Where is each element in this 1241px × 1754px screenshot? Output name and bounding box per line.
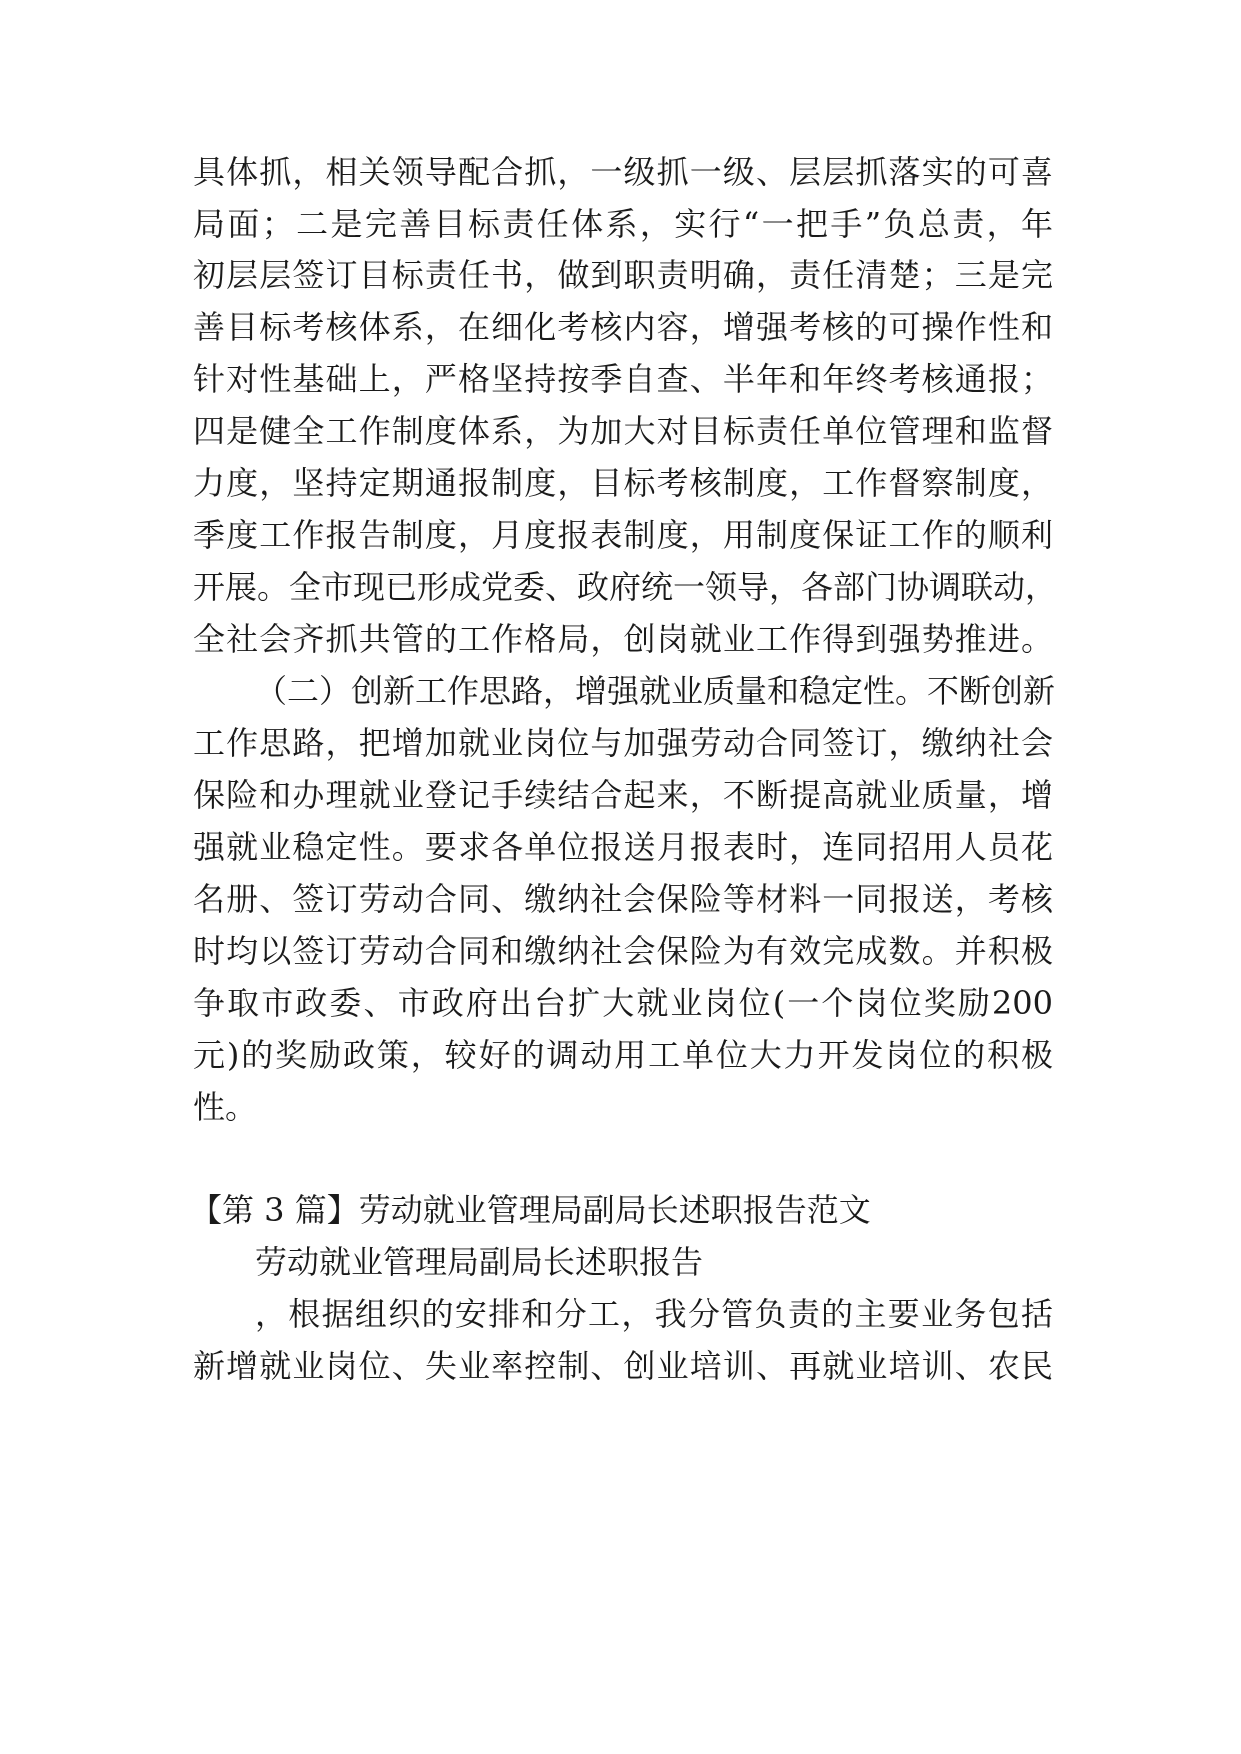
paragraph-1-line-9: 开展。全市现已形成党委、政府统一领导，各部门协调联动， — [193, 568, 1058, 606]
paragraph-1-line-1: 具体抓，相关领导配合抓，一级抓一级、层层抓落实的可喜 — [193, 153, 1053, 191]
paragraph-2-line-3: 保险和办理就业登记手续结合起来，不断提高就业质量，增 — [193, 776, 1053, 814]
paragraph-2-line-5: 名册、签订劳动合同、缴纳社会保险等材料一同报送，考核 — [193, 880, 1053, 918]
paragraph-2-line-2: 工作思路，把增加就业岗位与加强劳动合同签订，缴纳社会 — [193, 724, 1053, 762]
paragraph-3-line-2: 新增就业岗位、失业率控制、创业培训、再就业培训、农民 — [193, 1347, 1053, 1385]
paragraph-2-line-1: （二）创新工作思路，增强就业质量和稳定性。不断创新 — [255, 672, 1056, 710]
paragraph-1-line-10: 全社会齐抓共管的工作格局，创岗就业工作得到强势推进。 — [193, 620, 1053, 658]
section-heading: 【第 3 篇】劳动就业管理局副局长述职报告范文 — [190, 1191, 871, 1229]
paragraph-1-line-7: 力度，坚持定期通报制度，目标考核制度，工作督察制度， — [193, 464, 1053, 502]
paragraph-1-line-4: 善目标考核体系，在细化考核内容，增强考核的可操作性和 — [193, 308, 1053, 346]
paragraph-2-line-4: 强就业稳定性。要求各单位报送月报表时，连同招用人员花 — [193, 828, 1053, 866]
paragraph-2-line-9: 性。 — [193, 1088, 258, 1126]
paragraph-3-line-1: ，根据组织的安排和分工，我分管负责的主要业务包括 — [255, 1295, 1053, 1333]
paragraph-2-line-6: 时均以签订劳动合同和缴纳社会保险为有效完成数。并积极 — [193, 932, 1053, 970]
paragraph-1-line-5: 针对性基础上，严格坚持按季自查、半年和年终考核通报； — [193, 360, 1053, 398]
paragraph-1-line-3: 初层层签订目标责任书，做到职责明确，责任清楚；三是完 — [193, 256, 1053, 294]
paragraph-2-line-8: 元)的奖励政策，较好的调动用工单位大力开发岗位的积极 — [193, 1036, 1053, 1074]
paragraph-2-line-7: 争取市政委、市政府出台扩大就业岗位(一个岗位奖励200 — [193, 984, 1053, 1022]
paragraph-1-line-2: 局面；二是完善目标责任体系，实行“一把手”负总责，年 — [193, 205, 1053, 243]
paragraph-1-line-8: 季度工作报告制度，月度报表制度，用制度保证工作的顺利 — [193, 516, 1053, 554]
report-subtitle: 劳动就业管理局副局长述职报告 — [255, 1243, 704, 1281]
paragraph-1-line-6: 四是健全工作制度体系，为加大对目标责任单位管理和监督 — [193, 412, 1053, 450]
